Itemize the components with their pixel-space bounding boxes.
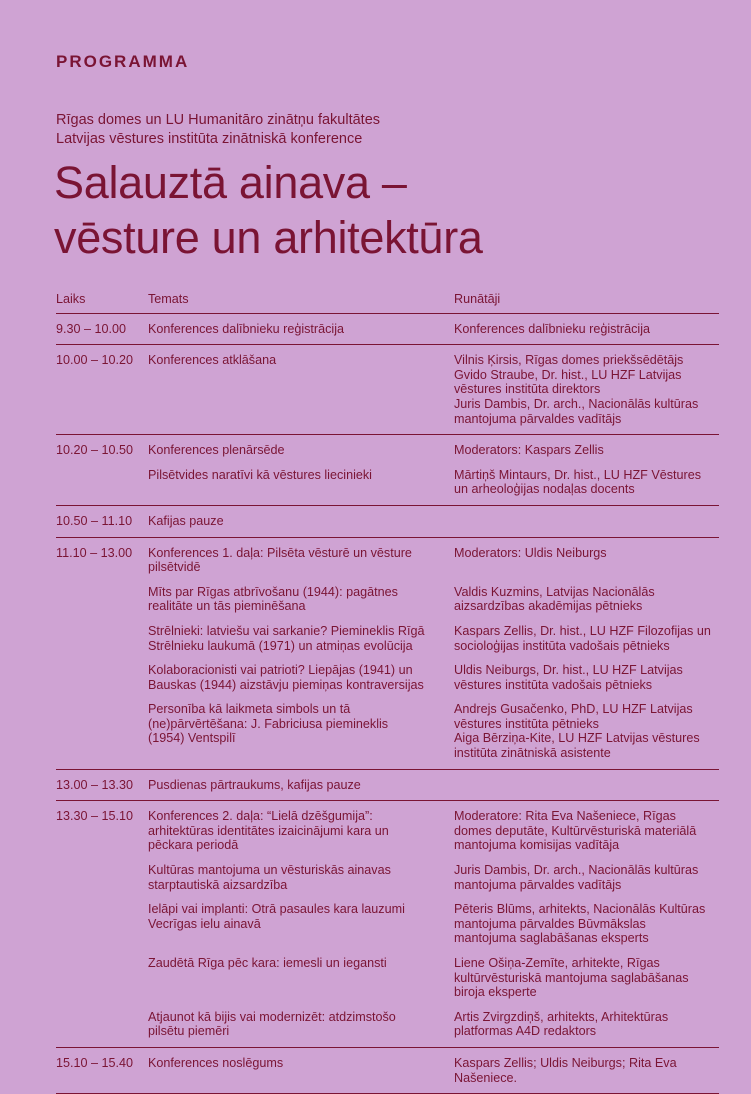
topic-line: pilsētu piemēri	[148, 1024, 230, 1039]
speakers-cell	[454, 778, 719, 793]
topic-cell	[148, 468, 454, 497]
topic-cell	[148, 1010, 454, 1039]
speaker-line: Liene Ošiņa-Zemīte, arhitekte, Rīgas	[454, 956, 660, 970]
time-cell: 13.00 – 13.30	[56, 777, 134, 792]
time-cell	[56, 468, 148, 497]
time-cell	[56, 624, 148, 653]
speaker-line: institūta zinātniskā asistente	[454, 746, 611, 761]
topic-line: Konferences plenārsēde	[148, 443, 285, 458]
speakers-cell	[454, 468, 719, 497]
table-row	[56, 952, 719, 1006]
topic-cell	[148, 322, 454, 337]
speaker-line: Aiga Bērziņa-Kite, LU HZF Latvijas vēstures	[454, 731, 700, 746]
programme-label: PROGRAMMA	[56, 52, 190, 71]
speaker-line: Artis Zvirgzdiņš, arhitekts, Arhitektūras	[454, 1009, 669, 1024]
speaker-line: Uldis Neiburgs, Dr. hist., LU HZF Latvijas	[454, 663, 683, 678]
column-header-time: Laiks	[56, 292, 86, 306]
table-row	[56, 1051, 719, 1091]
topic-cell	[148, 702, 454, 760]
topic-cell	[148, 546, 454, 575]
time-cell	[56, 702, 148, 760]
table-row	[56, 509, 719, 535]
topic-line: Kolaboracionisti vai patrioti? Liepājas (1941) un	[148, 663, 413, 678]
time-cell: 10.00 – 10.20	[56, 353, 134, 368]
conference-title	[54, 155, 483, 265]
speaker-line: Mārtiņš Mintaurs, Dr. hist., LU HZF Vēstures	[454, 467, 702, 482]
topic-line: Zaudētā Rīga pēc kara: iemesli un iegansti	[148, 956, 387, 970]
topic-line: Konferences 1. daļa: Pilsēta vēsturē un vēsture	[148, 545, 412, 560]
speaker-line: platformas A4D redaktors	[454, 1024, 597, 1039]
topic-cell	[148, 778, 454, 793]
topic-cell	[148, 863, 454, 892]
speaker-line: domes deputāte, Kultūrvēsturiskā materiālā	[454, 823, 697, 838]
speakers-cell	[454, 514, 719, 529]
time-cell: 10.50 – 11.10	[56, 513, 133, 528]
table-row	[56, 804, 719, 859]
topic-line: realitāte un tās pieminēšana	[148, 599, 306, 614]
column-header-topic: Temats	[148, 292, 189, 306]
schedule-group	[56, 506, 719, 538]
speaker-line: Andrejs Gusačenko, PhD, LU HZF Latvijas	[454, 702, 693, 717]
topic-cell	[148, 809, 454, 853]
topic-line: Personība kā laikmeta simbols un tā	[148, 702, 351, 717]
time-cell: 9.30 – 10.00	[56, 321, 127, 336]
table-row	[56, 348, 719, 432]
speakers-cell	[454, 624, 719, 653]
topic-line: Pilsētvides naratīvi kā vēstures liecinieki	[148, 467, 372, 482]
speaker-line: kultūrvēsturiskā mantojuma saglabāšanas	[454, 970, 689, 985]
title-line: vēsture un arhitektūra	[54, 212, 483, 263]
topic-cell	[148, 663, 454, 692]
table-row	[56, 581, 719, 620]
topic-line: Bauskas (1944) aizstāvju piemiņas kontraversijas	[148, 677, 424, 692]
topic-cell	[148, 514, 454, 529]
time-cell	[56, 956, 148, 1000]
speaker-line: mantojuma saglabāšanas eksperts	[454, 931, 649, 946]
table-row	[56, 773, 719, 799]
speaker-line: socioloģijas institūta vadošais pētnieks	[454, 638, 670, 653]
topic-cell	[148, 443, 454, 458]
topic-cell	[148, 956, 454, 1000]
title-line: Salauztā ainava –	[54, 157, 407, 208]
topic-line: Kafijas pauze	[148, 513, 224, 528]
time-cell: 11.10 – 13.00	[56, 545, 133, 560]
schedule-group	[56, 801, 719, 1048]
topic-line: (1954) Ventspilī	[148, 731, 236, 746]
speaker-line: Pēteris Blūms, arhitekts, Nacionālās Kultūras	[454, 902, 706, 917]
table-row	[56, 541, 719, 581]
topic-cell	[148, 624, 454, 653]
topic-line: (ne)pārvērtēšana: J. Fabriciusa piemineklis	[148, 716, 389, 731]
organizer-line: Rīgas domes un LU Humanitāro zinātņu fakultātes	[56, 112, 381, 128]
table-row	[56, 464, 719, 503]
speaker-line: vēstures institūta vadošais pētnieks	[454, 677, 653, 692]
speaker-line: aizsardzības akadēmijas pētnieks	[454, 599, 643, 614]
speaker-line: vēstures institūta direktors	[454, 382, 601, 397]
speaker-line: Juris Dambis, Dr. arch., Nacionālās kultūras	[454, 863, 699, 878]
time-cell	[56, 663, 148, 692]
speakers-cell	[454, 702, 719, 760]
time-cell: 10.20 – 10.50	[56, 443, 134, 458]
speakers-cell	[454, 546, 719, 575]
topic-line: starptautiskā aizsardzība	[148, 877, 288, 892]
schedule-table	[56, 292, 719, 1094]
topic-line: Konferences noslēgums	[148, 1055, 284, 1070]
speaker-line: Kaspars Zellis; Uldis Neiburgs; Rita Eva	[454, 1055, 677, 1070]
topic-cell	[148, 353, 454, 426]
speaker-line: Moderatore: Rita Eva Našeniece, Rīgas	[454, 809, 676, 824]
speakers-cell	[454, 322, 719, 337]
topic-line: pilsētvidē	[148, 560, 201, 575]
schedule-group	[56, 1048, 719, 1094]
speaker-line: Vilnis Ķirsis, Rīgas domes priekšsēdētājs	[454, 353, 684, 368]
speaker-line: Našeniece.	[454, 1070, 518, 1085]
topic-line: Atjaunot kā bijis vai modernizēt: atdzimstošo	[148, 1009, 396, 1024]
organizer-text	[56, 111, 380, 149]
schedule-group	[56, 770, 719, 802]
table-header	[56, 292, 719, 314]
schedule-group	[56, 345, 719, 435]
topic-cell	[148, 1056, 454, 1085]
speaker-line: biroja eksperte	[454, 985, 537, 1000]
time-cell: 15.10 – 15.40	[56, 1055, 134, 1070]
schedule-group	[56, 538, 719, 770]
topic-line: Strēlnieku laukumā (1971) un atmiņas evolūcija	[148, 638, 413, 653]
speaker-line: Konferences dalībnieku reģistrācija	[454, 321, 651, 336]
table-row	[56, 898, 719, 952]
topic-line: pēckara periodā	[148, 838, 239, 853]
topic-line: Konferences dalībnieku reģistrācija	[148, 321, 345, 336]
topic-line: Vecrīgas ielu ainavā	[148, 916, 261, 931]
time-cell	[56, 902, 148, 946]
speaker-line: Moderators: Uldis Neiburgs	[454, 545, 607, 560]
speakers-cell	[454, 1056, 719, 1085]
topic-line: arhitektūras identitātes izaicinājumi kara un	[148, 823, 389, 838]
time-cell: 13.30 – 15.10	[56, 809, 134, 824]
speaker-line: mantojuma pārvaldes Būvmākslas	[454, 916, 646, 931]
speaker-line: un arheoloģijas nodaļas docents	[454, 482, 635, 497]
time-cell	[56, 1010, 148, 1039]
schedule-group	[56, 314, 719, 346]
speakers-cell	[454, 863, 719, 892]
speaker-line: mantojuma pārvaldes vadītājs	[454, 877, 622, 892]
speaker-line: Valdis Kuzmins, Latvijas Nacionālās	[454, 584, 655, 599]
topic-line: Mīts par Rīgas atbrīvošanu (1944): pagātnes	[148, 584, 398, 599]
speakers-cell	[454, 809, 719, 853]
speaker-line: Moderators: Kaspars Zellis	[454, 443, 604, 458]
speakers-cell	[454, 353, 719, 426]
column-header-speakers: Runātāji	[454, 292, 501, 306]
speaker-line: vēstures institūta pētnieks	[454, 716, 599, 731]
speakers-cell	[454, 663, 719, 692]
speaker-line: mantojuma pārvaldes vadītājs	[454, 411, 622, 426]
topic-line: Konferences 2. daļa: “Lielā dzēšgumija”:	[148, 809, 373, 824]
topic-line: Kultūras mantojuma un vēsturiskās ainavas	[148, 863, 391, 878]
table-row	[56, 859, 719, 898]
organizer-line: Latvijas vēstures institūta zinātniskā konference	[56, 131, 363, 147]
speaker-line: Gvido Straube, Dr. hist., LU HZF Latvijas	[454, 367, 682, 382]
speakers-cell	[454, 902, 719, 946]
speakers-cell	[454, 956, 719, 1000]
table-row	[56, 1006, 719, 1045]
speakers-cell	[454, 443, 719, 458]
topic-cell	[148, 585, 454, 614]
topic-cell	[148, 902, 454, 946]
table-row	[56, 659, 719, 698]
schedule-body	[56, 314, 719, 1094]
topic-line: Pusdienas pārtraukums, kafijas pauze	[148, 777, 361, 792]
speaker-line: Juris Dambis, Dr. arch., Nacionālās kultūras	[454, 396, 699, 411]
table-row	[56, 438, 719, 464]
speaker-line: mantojuma komisijas vadītāja	[454, 838, 620, 853]
table-row	[56, 698, 719, 766]
schedule-group	[56, 435, 719, 506]
topic-line: Strēlnieki: latviešu vai sarkanie? Piemineklis Rīgā	[148, 623, 425, 638]
time-cell	[56, 585, 148, 614]
time-cell	[56, 863, 148, 892]
topic-line: Ielāpi vai implanti: Otrā pasaules kara lauzumi	[148, 902, 405, 917]
table-row	[56, 317, 719, 343]
speakers-cell	[454, 1010, 719, 1039]
topic-line: Konferences atklāšana	[148, 353, 277, 368]
speaker-line: Kaspars Zellis, Dr. hist., LU HZF Filozofijas un	[454, 623, 711, 638]
table-row	[56, 620, 719, 659]
speakers-cell	[454, 585, 719, 614]
